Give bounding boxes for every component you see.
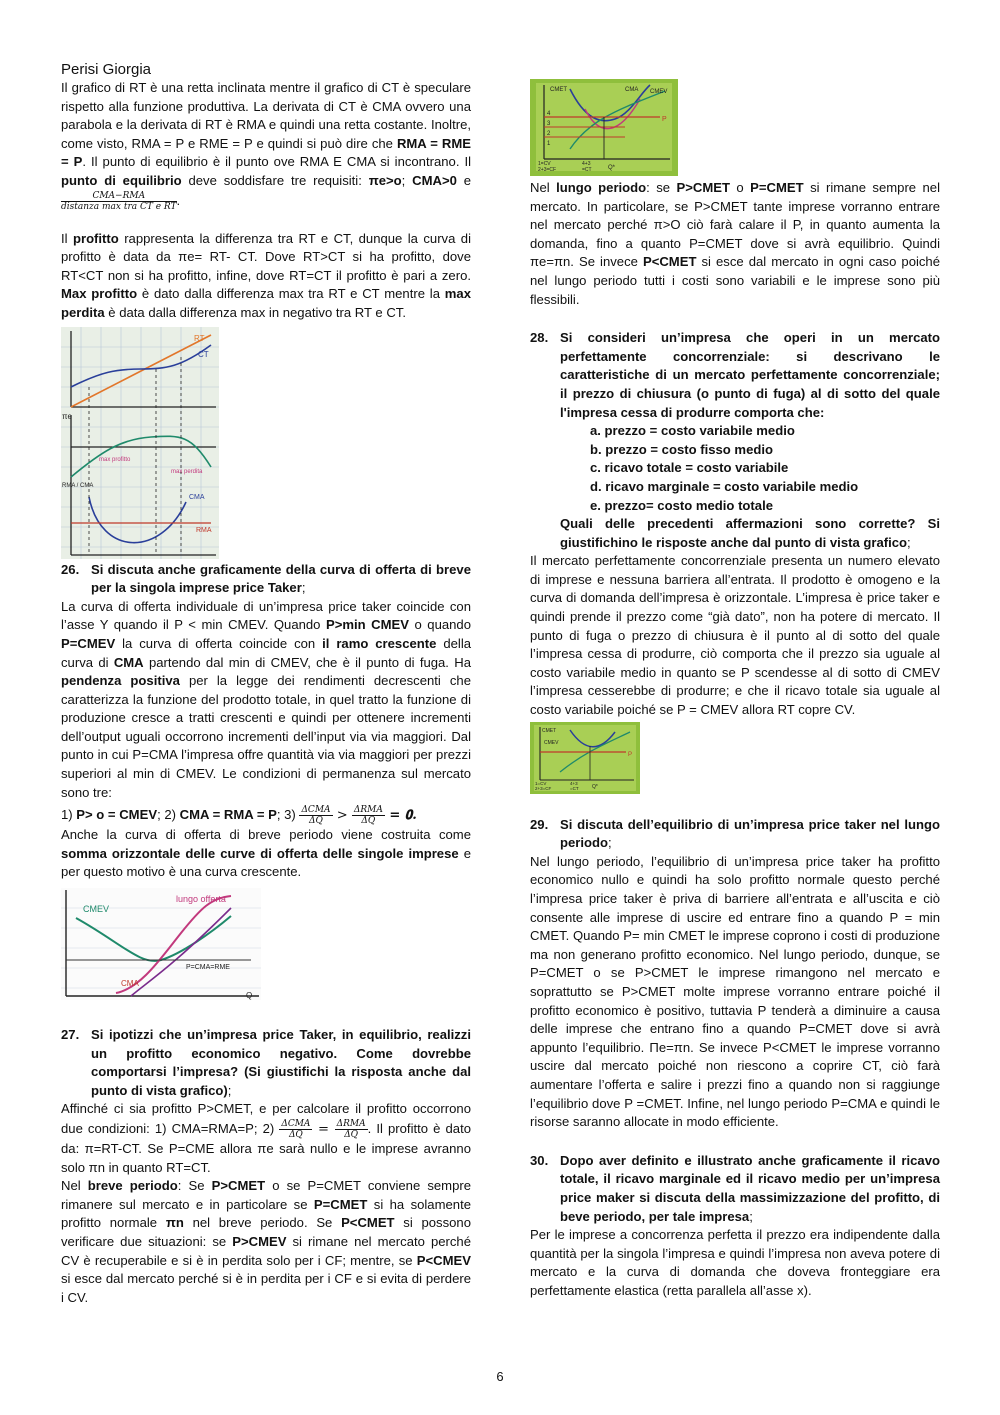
label-cma: CMA — [189, 493, 205, 501]
answer-27-breve-periodo: Nel breve periodo: Se P>CMET o se P=CMET conviene sempre rimanere sul mercato e in particolare se P=CMET si ha solamente profitto normale πn nel breve periodo. Se P<CMET si possono verificare due situazioni: se P>CMEV si rimane nel mercato perché CV è recuperabile e si è in perdita solo per i CF; mentre, se P<CMEV si esce dal mercato perché si è in perdita per i CF e si evita di perdere i CV. — [61, 1178, 471, 1305]
label-cmev: CMEV — [83, 904, 110, 915]
paragraph-rt-ct: Il grafico di RT è una retta inclinata mentre il grafico di CT è speculare rispetto alla funzione produttiva. La derivata di CT è CMA ovvero una parabola e la derivata di RT è RMA e quindi una retta costante. Inoltre, come visto, RMA = P e RME = P e quindi si può dire che RMA = RME = P. Il punto di equilibrio è il punto ove RMA E CMA si incontrano. Il punto di equilibrio deve soddisfare tre requisiti: πe>o; CMA>0 e $\frac{\text{CMA−RMA}}{\text{distanza max tra CT e RT}}$ . — [61, 80, 472, 212]
label-ct: CT — [198, 349, 209, 359]
svg-text:1=CV: 1=CV — [535, 780, 547, 786]
paragraph-profitto: Il profitto rappresenta la differenza tra RT e CT, dunque la curva di profitto è data da πe= RT- CT. Dove RT>CT si ha profitto, dove RT<CT non si ha profitto, infine, dove RT=CT il profitto è pari a zero. Max profitto è dato dalla differenza max tra RT e CT mentre la max perdita è data dalla differenza max in negativo tra RT e CT. — [61, 230, 471, 320]
svg-text:4+3: 4+3 — [570, 780, 578, 786]
svg-text:Q*: Q* — [592, 783, 598, 790]
figure-profit-chart — [61, 327, 219, 559]
label-max-perdita: max perdita — [171, 468, 203, 475]
figure-shutdown-chart — [530, 722, 640, 794]
label-lungo-offerta: lungo offerta — [176, 894, 226, 905]
question-27: 27. Si ipotizzi che un’impresa price Taker, in equilibrio, realizzi un profitto economico negativo. Come dovrebbe comportarsi l’impresa? (Si giustifichi la risposta anche dal punto di vista grafico); — [61, 1027, 471, 1098]
label-max-profitto: max profitto — [99, 456, 131, 463]
svg-text:3: 3 — [547, 121, 551, 127]
svg-text:1=CV: 1=CV — [538, 161, 551, 167]
option-d: d. ricavo marginale = costo variabile medio — [590, 478, 859, 494]
svg-text:1: 1 — [547, 141, 551, 147]
answer-26-b: Anche la curva di offerta di breve periodo viene costruita come somma orizzontale delle curve di offerta delle singole imprese e per questo motivo è una curva crescente. — [61, 827, 472, 880]
label-cmev: CMEV — [650, 89, 668, 95]
answer-27: Affinché ci sia profitto P>CMET, e per calcolare il profitto occorrono due condizioni: 1) CMA=RMA=P; 2) $\frac{\text{ΔCMA}}{\Delta Q}$ = $\frac{\text{ΔRMA}}{\Delta Q}$ . Il profitto è dato da: π=RT-CT. Se P=CME allora πe sarà nullo e le imprese avranno solo πn in quanto RT=CT. — [61, 1101, 471, 1175]
label-q: Q — [246, 991, 253, 1001]
answer-30: Per le imprese a concorrenza perfetta il prezzo era indipendente dalla quantità per la singola l’impresa e quindi l’impresa non aveva potere di mercato e la curva di domanda che doveva fronteggiare era perfettamente elastica (retta parallela all’asse x). — [530, 1227, 940, 1298]
label-rma-cma: RMA / CMA — [62, 482, 94, 489]
question-29: 29. Si discuta dell’equilibrio di un’impresa price taker nel lungo periodo; — [530, 816, 940, 851]
svg-text:CMEV: CMEV — [544, 739, 559, 746]
answer-28: Il mercato perfettamente concorrenziale presenta un numero elevato di imprese e nessuna barriera all’entrata. Il prodotto è omogeno e la curva di domanda dell’impresa è orizzontale. L’impresa è price taker e quindi prende il prezzo come “già dato”, non ha potere di mercato. Il punto di fuga o prezzo di chiusura è il punto al di sotto del quale l’impresa cessa di produrre, ciò comporta che il prezzo sia uguale al costo variabile medio in quanto se P scendesse al di sotto di CMEV l’impresa cesserebbe di produrre; e che il ricavo totale sia uguale al costo variabile poiché se P = CMEV allora RT copre CV. — [530, 553, 940, 718]
svg-text:=CT: =CT — [582, 167, 592, 173]
answer-26: La curva di offerta individuale di un’impresa price taker coincide con l’asse Y quando il P < min CMEV. Quando P>min CMEV o quando P=CMEV la curva di offerta coincide con il ramo crescente della curva di CMA partendo dal min di CMEV, che è il punto di fuga. Ha pendenza positiva per la legge dei rendimenti decrescenti che caratterizza la funzione del prodotto totale, in quel tratto la funzione di produzione cresce a tratti crescenti e quindi per ottenere incrementi dell’output uguali occorrono incrementi dell’input via via maggiori. Dal punto in cui P=CMA l’impresa offre quantità via via maggiori per prezzi superiori al min di CMEV. Le condizioni di permanenza sul mercato sono tre: — [61, 598, 472, 800]
option-c: c. ricavo totale = costo variabile — [590, 460, 789, 476]
svg-text:4: 4 — [547, 111, 551, 117]
question-28-options — [530, 422, 940, 515]
figure-lp-chart — [530, 79, 678, 176]
label-rt: RT — [194, 333, 205, 343]
option-a: a. prezzo = costo variabile medio — [590, 423, 795, 439]
label-p: P — [662, 116, 667, 123]
figure-supply-chart — [61, 888, 261, 1000]
label-p-cma-rme: P=CMA=RME — [186, 964, 230, 972]
svg-text:4+3: 4+3 — [582, 161, 591, 167]
left-column — [61, 60, 471, 1307]
svg-text:2: 2 — [547, 131, 551, 137]
option-e: e. prezzo= costo medio totale — [590, 497, 773, 513]
svg-text:2+3=CF: 2+3=CF — [538, 167, 557, 173]
author-name: Perisi Giorgia — [61, 61, 152, 78]
svg-text:P: P — [628, 751, 633, 758]
question-28-note: Quali delle precedenti affermazioni sono corrette? Si giustifichino le risposte anche dal punto di vista grafico; — [560, 516, 940, 550]
question-28: 28. Si consideri un’impresa che operi in un mercato perfettamente concorrenziale: si descrivano le caratteristiche di un mercato perfettamente concorrenziale; il prezzo di chiusura (o punto di fuga) al di sotto del quale l'impresa cessa di produrre comporta che: — [530, 330, 940, 420]
fraction-requirement: $\frac{\text{CMA−RMA}}{\text{distanza max tra CT e RT}}$ — [61, 190, 177, 212]
permanence-conditions: 1) P> o = CMEV; 2) CMA = RMA = P; 3) $\frac{\text{ΔCMA}}{\Delta Q}$ > $\frac{\text{ΔRMA}}{\Delta Q}$ = 𝟎. — [61, 805, 417, 827]
label-rma: RMA — [196, 526, 212, 534]
svg-text:=CT: =CT — [570, 785, 579, 791]
page-number: 6 — [496, 1369, 504, 1384]
svg-text:2+3=CF: 2+3=CF — [535, 785, 552, 791]
question-26: 26. Si discuta anche graficamente della curva di offerta di breve per la singola imprese price Taker; — [61, 561, 471, 596]
answer-29: Nel lungo periodo, l’equilibrio di un’impresa price taker ha profitto economico nullo e quindi ha solo profitto normale questo perché l’impresa price taker è priva di barriere all’entrata e all’uscita e ciò consente alle imprese di uscire ed entrare fino a quando P = min CMET. Quando P= min CMET le imprese coprono i costi di produzione ma non generano profitto economico. Nel lungo periodo, dunque, se P=CMET o se P>CMET le imprese rimangono nel mercato e soprattutto se P>CMET molte imprese vorranno entrare poiché il profitto economico è positivo, tuttavia P tenderà a diminuire a causa delle imprese che entrano fino a quando P=CMET dove si avrà appunto l’equilibrio. Πe=πn. Se invece P<CMET le imprese vorranno uscire dal mercato poiché non riescono a coprire CT, ciò farà aumentare l’offerta e salire i prezzi fino a quando non si raggiunge l’equilibrio dove P =CMET. Infine, nel lungo periodo P=CMA e quindi le risorse saranno allocate in modo efficiente. — [530, 853, 940, 1130]
label-pi-e: πe — [62, 411, 72, 421]
label-cma: CMA — [121, 979, 139, 989]
question-30: 30. Dopo aver definito e illustrato anche graficamente il ricavo totale, il ricavo marginale ed il ricavo medio per un’impresa price maker si discuta della massimizzazione del profitto, di beve periodo, per tale impresa; — [530, 1152, 940, 1224]
label-cmet: CMET — [550, 87, 567, 93]
svg-text:CMET: CMET — [542, 727, 557, 734]
option-b: b. prezzo = costo fisso medio — [590, 441, 773, 457]
svg-text:Q*: Q* — [608, 165, 616, 171]
label-cma: CMA — [625, 87, 639, 93]
paragraph-lungo-periodo: Nel lungo periodo: se P>CMET o P=CMET si rimane sempre nel mercato. In particolare, se P>CMET tante imprese vorranno entrare nel mercato perché π>O ciò farà calare il P, in quanto aumenta la domanda, fino a quanto P=CMET dove si avrà equilibrio. Quindi πe=πn. Se invece P<CMET si esce dal mercato in ogni caso poiché nel lungo periodo tutti i costi sono variabili e le imprese sono più flessibili. — [530, 180, 940, 307]
right-column — [530, 79, 940, 1300]
